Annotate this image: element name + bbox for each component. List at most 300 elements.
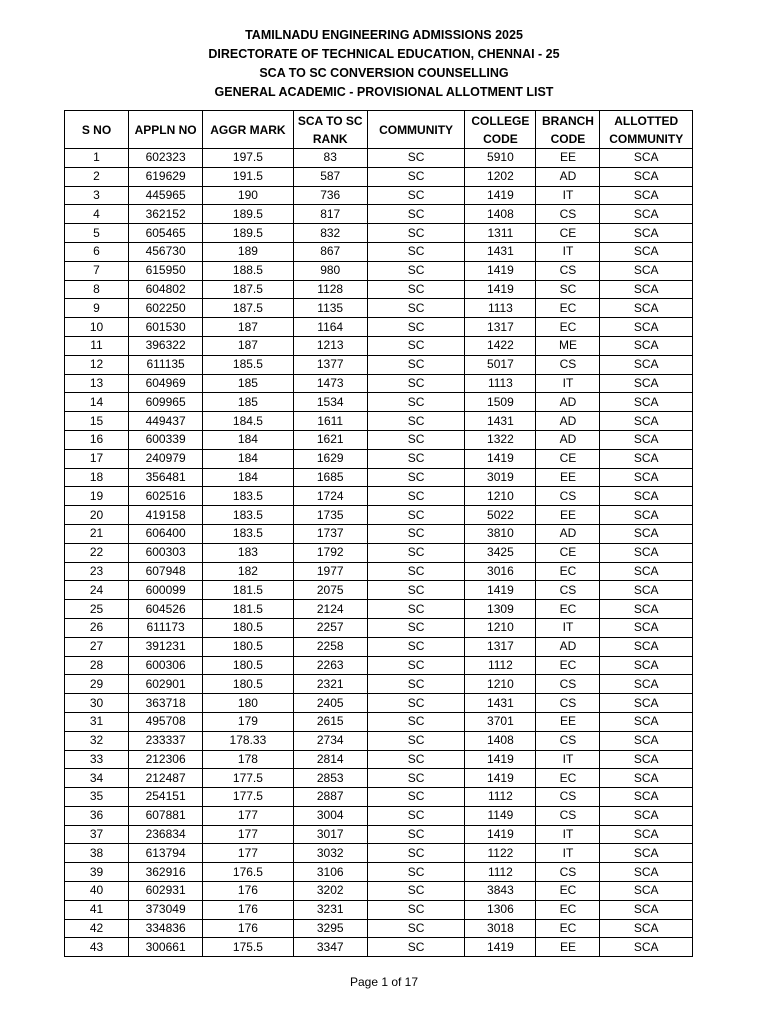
cell-community: SC — [367, 581, 465, 600]
cell-college-code: 1419 — [465, 280, 536, 299]
cell-rank: 1735 — [293, 506, 367, 525]
cell-rank: 1473 — [293, 374, 367, 393]
cell-community: SC — [367, 900, 465, 919]
cell-college-code: 1419 — [465, 938, 536, 957]
cell-community: SC — [367, 600, 465, 619]
table-row — [65, 355, 693, 374]
cell-appln-no: 600303 — [129, 543, 203, 562]
cell-college-code: 1210 — [465, 675, 536, 694]
cell-appln-no: 613794 — [129, 844, 203, 863]
cell-aggr-mark: 184 — [203, 430, 293, 449]
column-header-s-no: S NO — [65, 111, 129, 149]
cell-appln-no: 607948 — [129, 562, 203, 581]
cell-aggr-mark: 180.5 — [203, 675, 293, 694]
cell-college-code: 1419 — [465, 261, 536, 280]
cell-college-code: 1431 — [465, 694, 536, 713]
cell-community: SC — [367, 618, 465, 637]
cell-college-code: 1306 — [465, 900, 536, 919]
cell-allotted-community: SCA — [600, 449, 693, 468]
cell-college-code: 1322 — [465, 430, 536, 449]
table-row — [65, 675, 693, 694]
cell-allotted-community: SCA — [600, 863, 693, 882]
page-number: Page 1 of 17 — [349, 975, 419, 989]
table-row — [65, 900, 693, 919]
cell-branch-code: EC — [536, 900, 600, 919]
table-row — [65, 205, 693, 224]
cell-rank: 3106 — [293, 863, 367, 882]
cell-appln-no: 602323 — [129, 149, 203, 168]
cell-aggr-mark: 176 — [203, 900, 293, 919]
table-row — [65, 280, 693, 299]
cell-rank: 587 — [293, 167, 367, 186]
cell-branch-code: EC — [536, 769, 600, 788]
cell-rank: 1685 — [293, 468, 367, 487]
cell-branch-code: EE — [536, 938, 600, 957]
cell-branch-code: AD — [536, 167, 600, 186]
cell-community: SC — [367, 788, 465, 807]
cell-allotted-community: SCA — [600, 430, 693, 449]
cell-appln-no: 356481 — [129, 468, 203, 487]
cell-branch-code: CS — [536, 731, 600, 750]
cell-aggr-mark: 184 — [203, 449, 293, 468]
cell-branch-code: EC — [536, 656, 600, 675]
cell-appln-no: 602931 — [129, 882, 203, 901]
cell-rank: 817 — [293, 205, 367, 224]
cell-branch-code: AD — [536, 430, 600, 449]
allotment-table — [64, 110, 693, 957]
cell-branch-code: AD — [536, 412, 600, 431]
cell-college-code: 5910 — [465, 149, 536, 168]
table-row — [65, 618, 693, 637]
cell-college-code: 1431 — [465, 242, 536, 261]
cell-community: SC — [367, 149, 465, 168]
cell-community: SC — [367, 656, 465, 675]
cell-s-no: 8 — [65, 280, 129, 299]
cell-appln-no: 334836 — [129, 919, 203, 938]
cell-rank: 1611 — [293, 412, 367, 431]
cell-aggr-mark: 185.5 — [203, 355, 293, 374]
cell-allotted-community: SCA — [600, 788, 693, 807]
cell-rank: 2734 — [293, 731, 367, 750]
cell-s-no: 7 — [65, 261, 129, 280]
cell-aggr-mark: 189.5 — [203, 205, 293, 224]
cell-appln-no: 601530 — [129, 318, 203, 337]
table-row — [65, 449, 693, 468]
table-row — [65, 637, 693, 656]
cell-appln-no: 606400 — [129, 524, 203, 543]
cell-community: SC — [367, 242, 465, 261]
cell-s-no: 38 — [65, 844, 129, 863]
cell-community: SC — [367, 393, 465, 412]
cell-aggr-mark: 184 — [203, 468, 293, 487]
cell-college-code: 3018 — [465, 919, 536, 938]
table-body — [65, 149, 693, 957]
cell-community: SC — [367, 675, 465, 694]
cell-appln-no: 600306 — [129, 656, 203, 675]
cell-aggr-mark: 189.5 — [203, 224, 293, 243]
cell-aggr-mark: 183.5 — [203, 506, 293, 525]
cell-appln-no: 604802 — [129, 280, 203, 299]
cell-aggr-mark: 181.5 — [203, 581, 293, 600]
cell-s-no: 2 — [65, 167, 129, 186]
cell-branch-code: AD — [536, 393, 600, 412]
cell-college-code: 1113 — [465, 299, 536, 318]
cell-rank: 3347 — [293, 938, 367, 957]
cell-college-code: 5022 — [465, 506, 536, 525]
cell-s-no: 10 — [65, 318, 129, 337]
cell-aggr-mark: 181.5 — [203, 600, 293, 619]
cell-college-code: 1317 — [465, 318, 536, 337]
cell-s-no: 37 — [65, 825, 129, 844]
cell-aggr-mark: 177 — [203, 825, 293, 844]
cell-aggr-mark: 183 — [203, 543, 293, 562]
column-header-appln-no: APPLN NO — [129, 111, 203, 149]
cell-s-no: 29 — [65, 675, 129, 694]
cell-community: SC — [367, 186, 465, 205]
cell-community: SC — [367, 938, 465, 957]
cell-s-no: 9 — [65, 299, 129, 318]
cell-s-no: 13 — [65, 374, 129, 393]
cell-s-no: 40 — [65, 882, 129, 901]
cell-appln-no: 602901 — [129, 675, 203, 694]
cell-allotted-community: SCA — [600, 769, 693, 788]
table-row — [65, 769, 693, 788]
table-row — [65, 938, 693, 957]
cell-allotted-community: SCA — [600, 731, 693, 750]
cell-branch-code: CE — [536, 449, 600, 468]
cell-allotted-community: SCA — [600, 149, 693, 168]
cell-branch-code: CS — [536, 806, 600, 825]
table-row — [65, 167, 693, 186]
cell-community: SC — [367, 374, 465, 393]
table-row — [65, 788, 693, 807]
cell-community: SC — [367, 524, 465, 543]
cell-aggr-mark: 183.5 — [203, 524, 293, 543]
cell-allotted-community: SCA — [600, 600, 693, 619]
cell-branch-code: IT — [536, 825, 600, 844]
cell-community: SC — [367, 261, 465, 280]
cell-branch-code: EC — [536, 299, 600, 318]
cell-rank: 2887 — [293, 788, 367, 807]
table-row — [65, 242, 693, 261]
cell-allotted-community: SCA — [600, 637, 693, 656]
cell-appln-no: 619629 — [129, 167, 203, 186]
cell-appln-no: 600339 — [129, 430, 203, 449]
cell-s-no: 16 — [65, 430, 129, 449]
cell-appln-no: 233337 — [129, 731, 203, 750]
table-row — [65, 336, 693, 355]
cell-community: SC — [367, 355, 465, 374]
cell-college-code: 1210 — [465, 487, 536, 506]
cell-aggr-mark: 180.5 — [203, 637, 293, 656]
cell-aggr-mark: 180 — [203, 694, 293, 713]
cell-branch-code: EC — [536, 562, 600, 581]
cell-aggr-mark: 183.5 — [203, 487, 293, 506]
cell-branch-code: EE — [536, 712, 600, 731]
cell-branch-code: IT — [536, 618, 600, 637]
cell-allotted-community: SCA — [600, 581, 693, 600]
cell-allotted-community: SCA — [600, 618, 693, 637]
cell-rank: 2405 — [293, 694, 367, 713]
cell-allotted-community: SCA — [600, 261, 693, 280]
cell-college-code: 1431 — [465, 412, 536, 431]
cell-appln-no: 615950 — [129, 261, 203, 280]
cell-community: SC — [367, 731, 465, 750]
table-row — [65, 562, 693, 581]
cell-s-no: 42 — [65, 919, 129, 938]
cell-community: SC — [367, 863, 465, 882]
cell-allotted-community: SCA — [600, 806, 693, 825]
table-row — [65, 487, 693, 506]
cell-college-code: 1408 — [465, 731, 536, 750]
cell-college-code: 3701 — [465, 712, 536, 731]
table-row — [65, 186, 693, 205]
cell-s-no: 1 — [65, 149, 129, 168]
cell-allotted-community: SCA — [600, 393, 693, 412]
cell-branch-code: CE — [536, 543, 600, 562]
cell-allotted-community: SCA — [600, 299, 693, 318]
cell-allotted-community: SCA — [600, 468, 693, 487]
cell-appln-no: 362152 — [129, 205, 203, 224]
table-row — [65, 731, 693, 750]
cell-branch-code: IT — [536, 844, 600, 863]
cell-branch-code: CS — [536, 487, 600, 506]
cell-college-code: 3019 — [465, 468, 536, 487]
cell-aggr-mark: 177 — [203, 806, 293, 825]
cell-s-no: 17 — [65, 449, 129, 468]
cell-community: SC — [367, 750, 465, 769]
cell-rank: 3032 — [293, 844, 367, 863]
cell-branch-code: IT — [536, 374, 600, 393]
cell-branch-code: EE — [536, 506, 600, 525]
cell-s-no: 28 — [65, 656, 129, 675]
cell-aggr-mark: 177.5 — [203, 769, 293, 788]
cell-s-no: 33 — [65, 750, 129, 769]
cell-rank: 980 — [293, 261, 367, 280]
cell-aggr-mark: 187 — [203, 336, 293, 355]
cell-branch-code: IT — [536, 186, 600, 205]
cell-aggr-mark: 178 — [203, 750, 293, 769]
cell-community: SC — [367, 299, 465, 318]
table-row — [65, 656, 693, 675]
cell-appln-no: 300661 — [129, 938, 203, 957]
cell-branch-code: CS — [536, 205, 600, 224]
cell-aggr-mark: 182 — [203, 562, 293, 581]
cell-community: SC — [367, 825, 465, 844]
column-header-branch-code: BRANCH CODE — [536, 111, 600, 149]
cell-community: SC — [367, 882, 465, 901]
cell-branch-code: AD — [536, 524, 600, 543]
cell-branch-code: SC — [536, 280, 600, 299]
cell-aggr-mark: 184.5 — [203, 412, 293, 431]
cell-community: SC — [367, 318, 465, 337]
table-row — [65, 374, 693, 393]
cell-allotted-community: SCA — [600, 336, 693, 355]
cell-community: SC — [367, 336, 465, 355]
cell-community: SC — [367, 806, 465, 825]
cell-appln-no: 445965 — [129, 186, 203, 205]
cell-s-no: 41 — [65, 900, 129, 919]
cell-aggr-mark: 176.5 — [203, 863, 293, 882]
cell-rank: 2263 — [293, 656, 367, 675]
cell-allotted-community: SCA — [600, 844, 693, 863]
cell-rank: 2075 — [293, 581, 367, 600]
cell-community: SC — [367, 919, 465, 938]
cell-branch-code: CS — [536, 355, 600, 374]
cell-allotted-community: SCA — [600, 280, 693, 299]
cell-college-code: 1202 — [465, 167, 536, 186]
cell-allotted-community: SCA — [600, 242, 693, 261]
table-row — [65, 149, 693, 168]
cell-college-code: 1317 — [465, 637, 536, 656]
table-row — [65, 863, 693, 882]
cell-aggr-mark: 197.5 — [203, 149, 293, 168]
cell-college-code: 1419 — [465, 581, 536, 600]
cell-branch-code: CS — [536, 863, 600, 882]
document-header — [0, 26, 768, 102]
header-directorate: DIRECTORATE OF TECHNICAL EDUCATION, CHENNAI - 25 — [208, 47, 560, 61]
cell-rank: 3017 — [293, 825, 367, 844]
cell-appln-no: 396322 — [129, 336, 203, 355]
cell-branch-code: EC — [536, 919, 600, 938]
table-row — [65, 430, 693, 449]
cell-allotted-community: SCA — [600, 506, 693, 525]
cell-college-code: 1309 — [465, 600, 536, 619]
cell-aggr-mark: 188.5 — [203, 261, 293, 280]
cell-appln-no: 602516 — [129, 487, 203, 506]
cell-community: SC — [367, 694, 465, 713]
cell-college-code: 3810 — [465, 524, 536, 543]
cell-community: SC — [367, 712, 465, 731]
cell-s-no: 24 — [65, 581, 129, 600]
cell-college-code: 1408 — [465, 205, 536, 224]
cell-aggr-mark: 185 — [203, 374, 293, 393]
cell-college-code: 3016 — [465, 562, 536, 581]
cell-allotted-community: SCA — [600, 919, 693, 938]
cell-s-no: 31 — [65, 712, 129, 731]
cell-allotted-community: SCA — [600, 562, 693, 581]
table-row — [65, 694, 693, 713]
cell-allotted-community: SCA — [600, 412, 693, 431]
cell-s-no: 43 — [65, 938, 129, 957]
cell-community: SC — [367, 844, 465, 863]
cell-branch-code: CS — [536, 261, 600, 280]
cell-s-no: 20 — [65, 506, 129, 525]
cell-s-no: 19 — [65, 487, 129, 506]
cell-s-no: 4 — [65, 205, 129, 224]
table-row — [65, 318, 693, 337]
table-row — [65, 882, 693, 901]
cell-rank: 2258 — [293, 637, 367, 656]
cell-rank: 1621 — [293, 430, 367, 449]
cell-aggr-mark: 190 — [203, 186, 293, 205]
header-list-title: GENERAL ACADEMIC - PROVISIONAL ALLOTMENT LIST — [214, 85, 554, 99]
cell-allotted-community: SCA — [600, 374, 693, 393]
cell-allotted-community: SCA — [600, 487, 693, 506]
cell-rank: 832 — [293, 224, 367, 243]
cell-appln-no: 449437 — [129, 412, 203, 431]
cell-college-code: 3843 — [465, 882, 536, 901]
cell-rank: 1737 — [293, 524, 367, 543]
table-header-row — [65, 111, 693, 149]
cell-college-code: 1509 — [465, 393, 536, 412]
cell-aggr-mark: 175.5 — [203, 938, 293, 957]
cell-aggr-mark: 176 — [203, 882, 293, 901]
cell-community: SC — [367, 506, 465, 525]
cell-rank: 867 — [293, 242, 367, 261]
table-row — [65, 468, 693, 487]
cell-branch-code: CS — [536, 694, 600, 713]
cell-community: SC — [367, 167, 465, 186]
cell-rank: 736 — [293, 186, 367, 205]
table-header — [65, 111, 693, 149]
cell-appln-no: 604969 — [129, 374, 203, 393]
cell-rank: 1213 — [293, 336, 367, 355]
cell-rank: 2814 — [293, 750, 367, 769]
cell-college-code: 1112 — [465, 788, 536, 807]
cell-s-no: 15 — [65, 412, 129, 431]
cell-college-code: 1112 — [465, 656, 536, 675]
cell-appln-no: 363718 — [129, 694, 203, 713]
cell-aggr-mark: 189 — [203, 242, 293, 261]
table-row — [65, 806, 693, 825]
cell-college-code: 1311 — [465, 224, 536, 243]
cell-allotted-community: SCA — [600, 355, 693, 374]
cell-allotted-community: SCA — [600, 318, 693, 337]
cell-community: SC — [367, 205, 465, 224]
column-header-college-code: COLLEGE CODE — [465, 111, 536, 149]
cell-community: SC — [367, 280, 465, 299]
cell-college-code: 5017 — [465, 355, 536, 374]
table-row — [65, 261, 693, 280]
cell-aggr-mark: 177.5 — [203, 788, 293, 807]
cell-aggr-mark: 177 — [203, 844, 293, 863]
cell-branch-code: AD — [536, 637, 600, 656]
cell-s-no: 5 — [65, 224, 129, 243]
cell-s-no: 25 — [65, 600, 129, 619]
cell-rank: 2853 — [293, 769, 367, 788]
cell-aggr-mark: 178.33 — [203, 731, 293, 750]
cell-community: SC — [367, 449, 465, 468]
cell-appln-no: 602250 — [129, 299, 203, 318]
cell-branch-code: IT — [536, 750, 600, 769]
cell-college-code: 1149 — [465, 806, 536, 825]
cell-aggr-mark: 179 — [203, 712, 293, 731]
cell-appln-no: 456730 — [129, 242, 203, 261]
column-header-aggr-mark: AGGR MARK — [203, 111, 293, 149]
cell-rank: 3202 — [293, 882, 367, 901]
cell-college-code: 1419 — [465, 186, 536, 205]
cell-appln-no: 600099 — [129, 581, 203, 600]
cell-s-no: 30 — [65, 694, 129, 713]
cell-branch-code: IT — [536, 242, 600, 261]
table-row — [65, 506, 693, 525]
table-row — [65, 224, 693, 243]
cell-s-no: 26 — [65, 618, 129, 637]
header-counselling: SCA TO SC CONVERSION COUNSELLING — [259, 66, 509, 80]
table-row — [65, 299, 693, 318]
table-row — [65, 524, 693, 543]
cell-rank: 83 — [293, 149, 367, 168]
cell-s-no: 36 — [65, 806, 129, 825]
cell-aggr-mark: 191.5 — [203, 167, 293, 186]
cell-allotted-community: SCA — [600, 524, 693, 543]
cell-appln-no: 607881 — [129, 806, 203, 825]
cell-allotted-community: SCA — [600, 543, 693, 562]
cell-rank: 1724 — [293, 487, 367, 506]
cell-rank: 1629 — [293, 449, 367, 468]
column-header-allotted-community: ALLOTTED COMMUNITY — [600, 111, 693, 149]
